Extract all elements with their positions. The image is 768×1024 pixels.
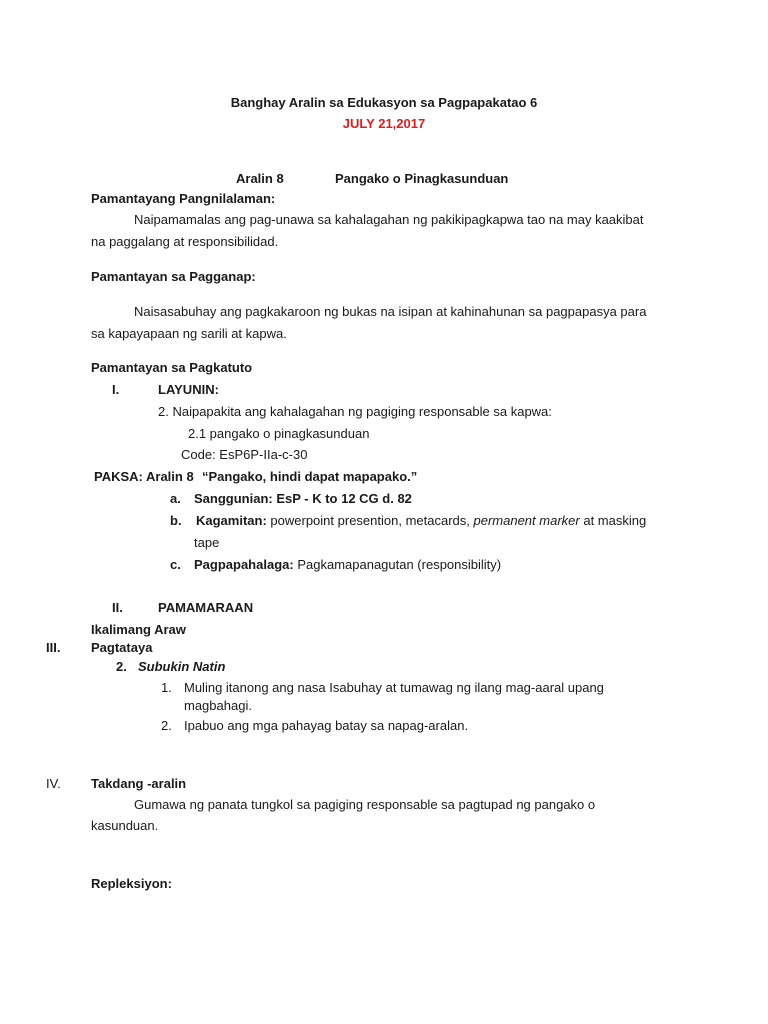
performance-standard-text-line-2: sa kapayapaan ng sarili at kapwa. [91,326,287,341]
values-value: Pagkamapanagutan (responsibility) [297,557,502,572]
section-i-numeral: I. [112,382,120,397]
content-standard-text-line-1: Naipamamalas ang pag-unawa sa kahalagahan ng pakikipagkapwa tao na may kaakibat [134,212,644,227]
content-standard-text-line-2: na paggalang at responsibilidad. [91,234,279,249]
section-iv-label: Takdang -aralin [91,776,187,791]
assessment-title: Subukin Natin [138,659,226,674]
lesson-number: Aralin 8 [236,171,284,186]
values-label: Pagpapahalaga: [194,557,294,572]
competency-code: Code: EsP6P-IIa-c-30 [181,447,308,462]
topic-label: PAKSA: Aralin 8 [94,469,194,484]
materials-permanent-marker: permanent marker [473,513,580,528]
section-ii-numeral: II. [112,600,123,615]
section-iv-numeral: IV. [46,776,61,791]
lesson-title: Pangako o Pinagkasunduan [335,171,509,186]
assessment-item-1-text: Muling itanong ang nasa Isabuhay at tumawag ng ilang mag-aaral upang [184,680,604,695]
topic-quote: “Pangako, hindi dapat mapapako.” [202,469,418,484]
document-title: Banghay Aralin sa Edukasyon sa Pagpapakatao 6 [230,95,538,110]
section-ii-label: PAMAMARAAN [158,600,254,615]
materials-text-wrap: tape [194,535,220,550]
values-text [194,556,501,573]
assessment-number: 2. [116,659,127,674]
homework-text-line-2: kasunduan. [91,818,159,833]
values-letter: c. [170,557,181,572]
materials-letter: b. [170,513,182,528]
reflection-heading: Repleksiyon: [91,876,172,891]
assessment-item-1-number: 1. [161,680,172,695]
content-standard-heading: Pamantayang Pangnilalaman: [91,191,276,206]
homework-text-line-1: Gumawa ng panata tungkol sa pagiging responsable sa pagtupad ng pangako o [134,797,596,812]
assessment-item-2-text: Ipabuo ang mga pahayag batay sa napag-aralan. [184,718,469,733]
section-i-label: LAYUNIN: [158,382,219,397]
materials-text [196,512,646,529]
objective-subitem: 2.1 pangako o pinagkasunduan [188,426,370,441]
materials-list: powerpoint presention, metacards, [270,513,470,528]
reference-letter: a. [170,491,181,506]
objective-item: 2. Naipapakita ang kahalagahan ng pagiging responsable sa kapwa: [158,404,552,419]
section-iii-label: Pagtataya [91,640,153,655]
day-label: Ikalimang Araw [91,622,186,637]
materials-list-end: at masking [583,513,647,528]
document-date: JULY 21,2017 [342,116,426,131]
performance-standard-heading: Pamantayan sa Pagganap: [91,269,256,284]
section-iii-numeral: III. [46,640,61,655]
performance-standard-text-line-1: Naisasabuhay ang pagkakaroon ng bukas na isipan at kahinahunan sa pagpapasya para [134,304,647,319]
reference-text: Sanggunian: EsP - K to 12 CG d. 82 [194,491,412,506]
assessment-item-2-number: 2. [161,718,172,733]
learning-standard-heading: Pamantayan sa Pagkatuto [91,360,253,375]
assessment-item-1-text-wrap: magbahagi. [184,698,252,713]
materials-label: Kagamitan: [196,513,267,528]
